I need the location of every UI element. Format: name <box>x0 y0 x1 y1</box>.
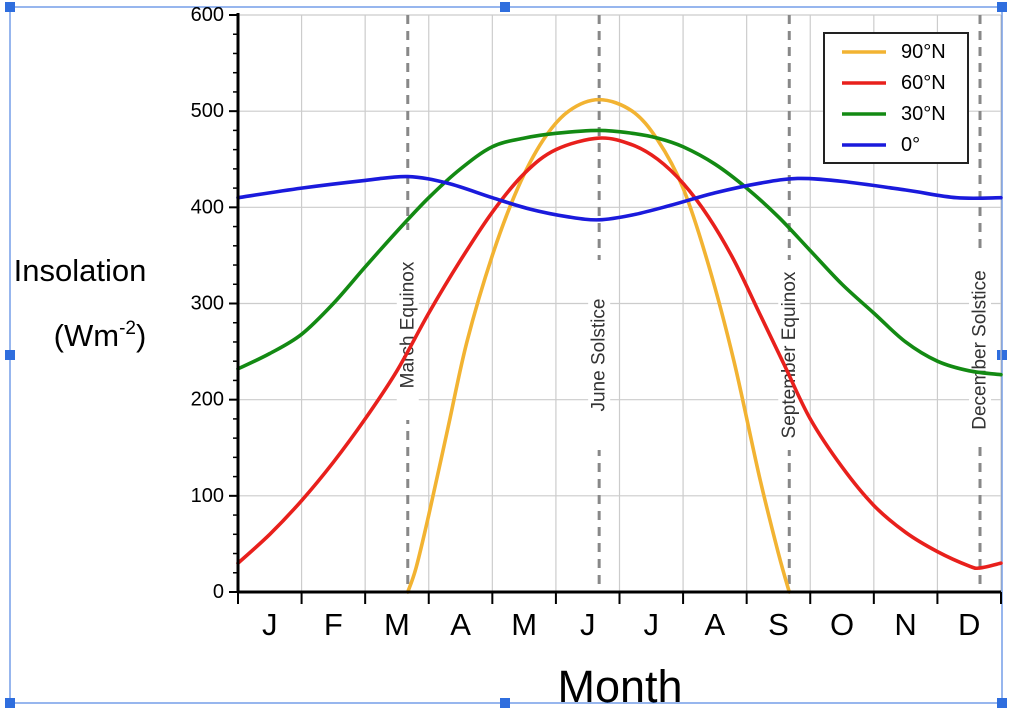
x-tick-label: M <box>511 607 538 642</box>
y-tick-label: 200 <box>190 388 224 411</box>
x-tick-label: O <box>829 607 855 642</box>
resize-handle-middle-right[interactable] <box>997 350 1007 360</box>
x-tick-label: S <box>768 607 789 642</box>
event-label: December Solstice <box>969 270 991 430</box>
y-tick-label: 500 <box>190 100 224 123</box>
y-tick-label: 300 <box>190 292 224 315</box>
x-tick-label: N <box>894 607 917 642</box>
y-axis-unit-base: (Wm <box>53 318 120 353</box>
legend-label: 60°N <box>901 72 946 94</box>
resize-handle-top-right[interactable] <box>997 2 1007 12</box>
event-label: September Equinox <box>778 271 800 439</box>
x-tick-label: F <box>323 607 343 642</box>
legend-label: 90°N <box>901 41 946 63</box>
y-axis-unit-close: ) <box>135 318 147 353</box>
y-axis-unit-exponent: -2 <box>119 318 136 339</box>
x-axis-label: Month <box>557 661 683 712</box>
y-axis-label: Insolation <box>13 253 147 288</box>
x-tick-label: A <box>704 607 726 642</box>
resize-handle-bottom-left[interactable] <box>5 698 15 708</box>
resize-handle-top-left[interactable] <box>5 2 15 12</box>
resize-handle-bottom-right[interactable] <box>997 698 1007 708</box>
resize-handle-top-center[interactable] <box>500 2 510 12</box>
event-label: March Equinox <box>397 261 419 389</box>
resize-handle-middle-left[interactable] <box>5 350 15 360</box>
y-tick-label: 600 <box>190 4 224 26</box>
x-tick-label: M <box>384 607 410 642</box>
resize-handle-bottom-center[interactable] <box>500 698 510 708</box>
legend <box>824 33 968 163</box>
legend-label: 30°N <box>901 103 946 125</box>
y-axis-unit <box>54 318 147 353</box>
y-tick-label: 400 <box>190 196 224 219</box>
x-tick-label: J <box>579 607 596 642</box>
y-tick-label: 0 <box>212 581 224 603</box>
y-tick-label: 100 <box>190 484 224 507</box>
event-label: June Solstice <box>588 298 610 412</box>
x-tick-label: D <box>958 607 981 642</box>
x-tick-label: J <box>643 607 660 642</box>
x-tick-label: J <box>262 607 278 642</box>
legend-label: 0° <box>901 134 921 156</box>
x-tick-label: A <box>450 607 471 642</box>
